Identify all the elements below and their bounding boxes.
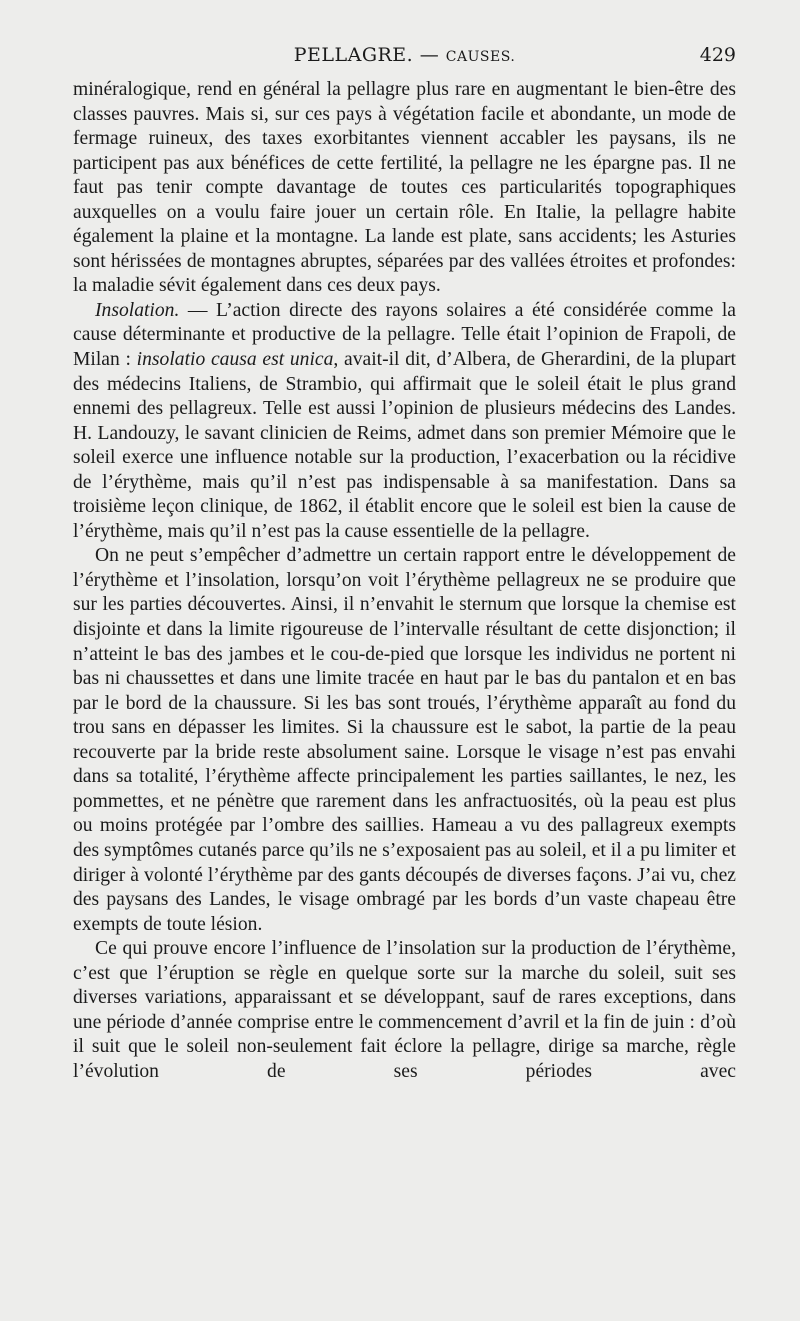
text-run: On ne peut s’empêcher d’admettre un certain rapport entre le développement de l’érythème et l’insolation, lorsqu’on voit l’érythème pellagreux ne se produire que sur les parties découvertes. Ainsi, il n’envahit le sternum que lorsque la chemise est disjointe et dans la limite rigoureuse de l’intervalle résultant de cette disjonction; il n’atteint le bas des jambes et le cou-de-pied que lorsque les individus ne portent ni bas ni chaussettes et dans une limite tracée en haut par le bas du pantalon et en bas par le bord de la chaussure. Si les bas sont troués, l’érythème apparaît au fond du trou sans en dépasser les limites. Si la chaussure est le sabot, la partie de la peau recouverte par la bride reste absolument saine. Lorsque le visage n’est pas envahi dans sa totalité, l’érythème affecte principalement les parties saillantes, le nez, les pommettes, et ne pénètre que rarement dans les anfractuosités, où la peau est plus ou moins protégée par l’ombre des saillies. Hameau a vu des pallagreux exempts des symptômes cutanés parce qu’ils ne s’exposaient pas au soleil, et il a pu limiter et diriger à volonté l’érythème par des gants découpés de diverses façons. J’ai vu, chez des paysans des Landes, le visage ombragé par les bords d’un vaste chapeau être exempts de toute lésion. (73, 545, 736, 935)
text-run: , avait-il dit, d’Albera, de Gherardini, de la plupart des médecins Italiens, de Strambio, qui affirmait que le soleil était le plus grand ennemi des pellagreux. Telle est aussi l’opinion de plusieurs médecins des Landes. H. Landouzy, le savant clinicien de Reims, admet dans son premier Mémoire que le soleil exerce une influence notable sur la production, l’exacerbation ou la récidive de l’érythème, mais qu’il n’est pas indispensable à sa manifestation. Dans sa troisième leçon clinique, de 1862, il établit encore que le soleil est bien la cause de l’érythème, mais qu’il n’est pas la cause essentielle de la pellagre. (73, 349, 736, 542)
text-run: — L’action directe des rayons solaires a été considérée comme la cause déterminante et productive de la pellagre. Telle était l’opinion de Frapoli, de Milan : (73, 299, 736, 371)
italic-text: insolatio causa est unica (136, 349, 334, 371)
running-title-sub: CAUSES. (445, 49, 516, 65)
page-number: 429 (699, 44, 736, 66)
body-text (73, 78, 736, 1084)
paragraph-3 (73, 544, 736, 937)
italic-text: Insolation. (95, 299, 180, 321)
running-title (73, 44, 736, 66)
text-run: minéralogique, rend en général la pellagre plus rare en augmentant le bien-être des classes pauvres. Mais si, sur ces pays à végétation facile et abondante, un mode de fermage ruineux, des taxes exorbitantes viennent accabler les paysans, ils ne participent pas aux bénéfices de cette fertilité, la pellagre ne les épargne pas. Il ne faut pas tenir compte davantage de toutes ces particularités topographiques auxquelles on a voulu faire jouer un certain rôle. En Italie, la pellagre habite également la plaine et la montagne. La lande est plate, sans accidents; les Asturies sont hérissées de montagnes abruptes, séparées par des vallées étroites et profondes: la maladie sévit également dans ces deux pays. (73, 79, 736, 297)
text-run: Ce qui prouve encore l’influence de l’insolation sur la production de l’érythème, c’est que l’éruption se règle en quelque sorte sur la marche du soleil, suit ses diverses variations, apparaissant et se développant, sauf de rares exceptions, dans une période d’année comprise entre le commencement d’avril et la fin de juin : d’où il suit que le soleil non-seulement fait éclore la pellagre, dirige sa marche, règle l’évolution de ses périodes avec (73, 938, 736, 1082)
paragraph-1 (73, 78, 736, 299)
paragraph-2 (73, 299, 736, 544)
running-title-main: PELLAGRE. — (293, 44, 440, 66)
running-header (73, 44, 736, 78)
paragraph-4 (73, 937, 736, 1084)
